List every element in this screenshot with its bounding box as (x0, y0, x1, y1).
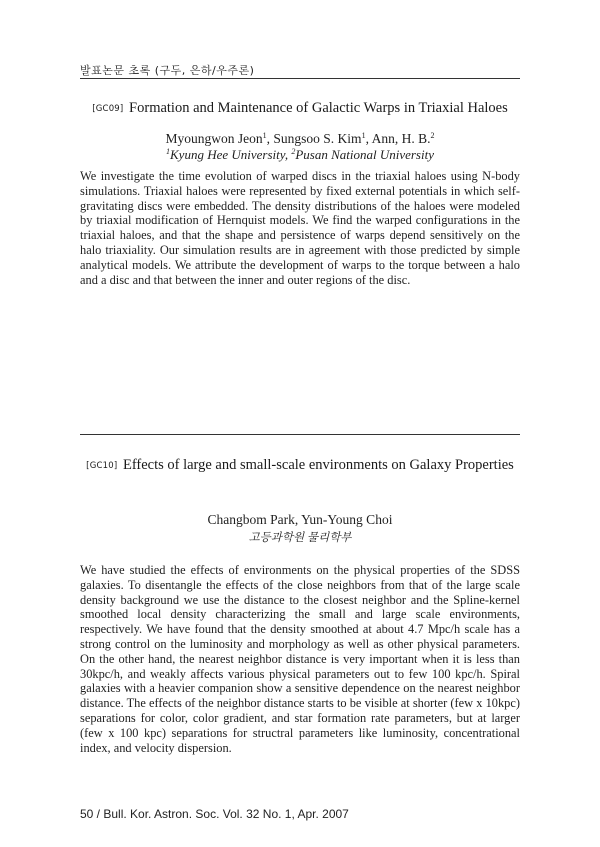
author-name: Myoungwon Jeon (165, 131, 263, 146)
author-affil-mark: 2 (430, 131, 435, 140)
author-affil-mark: 1 (361, 131, 366, 140)
abstract-gc10: We have studied the effects of environments on the physical properties of the SDSS galaxies. To disentangle the effects of the close neighbors from that of the large scale density background we use the distance to the closest neighbor and the Spline-kernel smoothed local density characterizing the small and large scale environments, respectively. We have found that the density smoothed at about 4.7 Mpc/h scale has a strong control on the luminosity and morphology as well as other physical parameters. On the other hand, the nearest neighbor distance is very important when it is less than 30kpc/h, and weakly affects various physical parameters out to few 100 kpc/h. Spiral galaxies with a heavier companion show a sensitive dependence on the nearest neighbor distance. The effects of the neighbor distance starts to be visible at shorter (few x 10kpc) separations for color, color gradient, and star formation rate parameters, but at larger (few x 100 kpc) separations for structral parameters like luminosity, concentrational index, and velocity dispersion. (80, 563, 520, 755)
author-affil-mark: 1 (262, 131, 267, 140)
paper-code-gc10: [GC10] (86, 461, 118, 471)
author-name: Ann, H. B. (371, 131, 431, 146)
author-separator: , (365, 131, 372, 146)
affil-mark: 1 (166, 147, 170, 156)
affiliation-name: Pusan National University (295, 147, 434, 162)
affiliations-gc10: 고등과학원 물리학부 (248, 532, 352, 544)
author-separator: , (266, 131, 274, 146)
paper-code-gc09: [GC09] (92, 104, 124, 114)
affiliations-gc09 (80, 146, 520, 163)
section-divider (80, 434, 520, 435)
author-name: Sungsoo S. Kim (273, 131, 362, 146)
header-rule (80, 78, 520, 79)
affiliation-name: Kyung Hee University (170, 147, 285, 162)
paper-title-text-gc09: Formation and Maintenance of Galactic Warps in Triaxial Haloes (129, 100, 508, 116)
paper-title-gc09 (80, 98, 520, 120)
page-footer: 50 / Bull. Kor. Astron. Soc. Vol. 32 No. 1, Apr. 2007 (80, 807, 349, 821)
paper-title-gc10 (80, 455, 520, 477)
abstract-gc09: We investigate the time evolution of warped discs in the triaxial haloes using N-body simulations. Triaxial haloes were represented by fixed external potentials in which self-gravitating discs were embedded. The density distributions of the haloes were modeled by triaxial modification of Hernquist models. We find the warped configurations in the triaxial haloes, and that the shape and persistence of warps depend sensitively on the halo triaxiality. Our simulation results are in agreement with those predicted by simple analytical models. We attribute the development of warps to the torque between a halo and a disc and that between the inner and outer regions of the disc. (80, 169, 520, 287)
author-list-gc10: Changbom Park, Yun-Young Choi (207, 512, 393, 527)
author-list-gc09 (80, 130, 520, 147)
affil-mark: 2 (291, 147, 296, 156)
paper-title-text-gc10: Effects of large and small-scale environments on Galaxy Properties (122, 457, 514, 473)
affiliation-separator: , (284, 147, 292, 162)
section-header: 발표논문 초록 (구두, 은하/우주론) (80, 64, 255, 77)
